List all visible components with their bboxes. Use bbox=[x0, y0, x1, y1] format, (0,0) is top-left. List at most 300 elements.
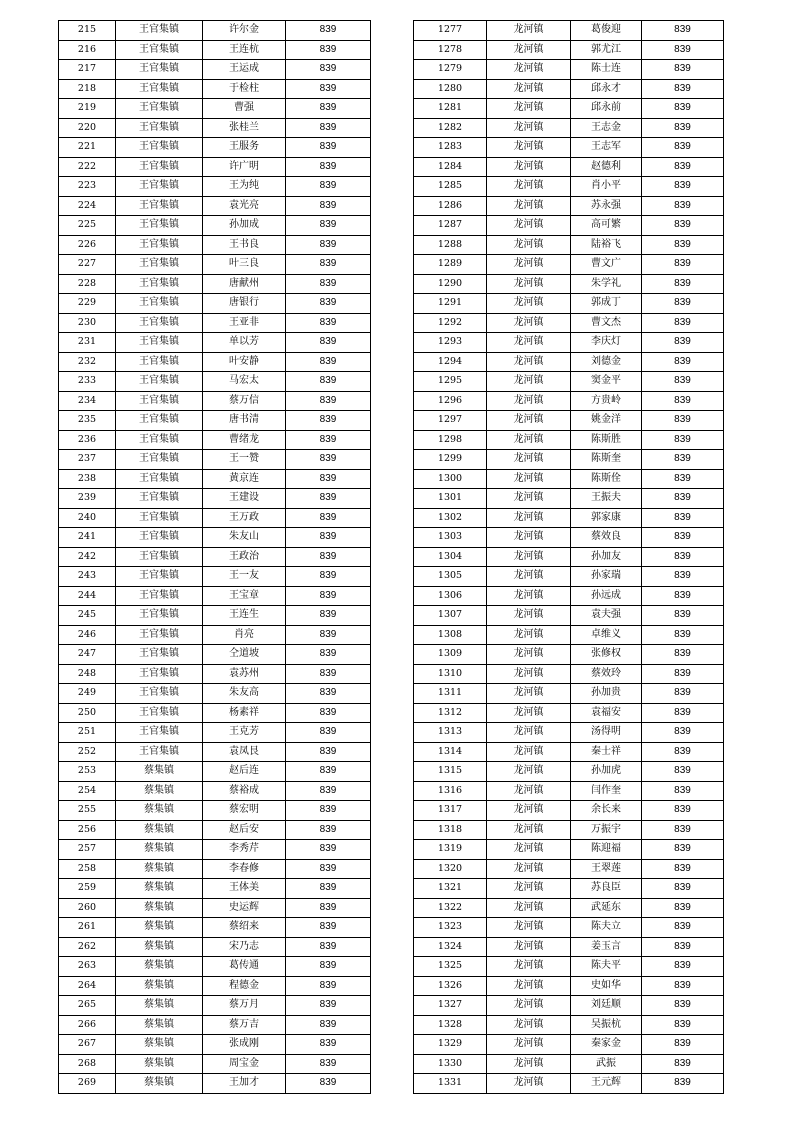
row-number-cell: 1279 bbox=[414, 60, 487, 80]
name-cell: 吴振杭 bbox=[571, 1015, 642, 1035]
table-row bbox=[414, 976, 724, 996]
name-cell: 郭尤江 bbox=[571, 40, 642, 60]
town-cell: 龙河镇 bbox=[487, 625, 571, 645]
amount-cell: 839 bbox=[286, 918, 371, 938]
row-number-cell: 258 bbox=[59, 859, 116, 879]
row-number-cell: 216 bbox=[59, 40, 116, 60]
name-cell: 秦士祥 bbox=[571, 742, 642, 762]
town-cell: 龙河镇 bbox=[487, 957, 571, 977]
amount-cell: 839 bbox=[286, 859, 371, 879]
row-number-cell: 1285 bbox=[414, 177, 487, 197]
amount-cell: 839 bbox=[642, 976, 724, 996]
town-cell: 王官集镇 bbox=[116, 528, 203, 548]
town-cell: 王官集镇 bbox=[116, 645, 203, 665]
town-cell: 王官集镇 bbox=[116, 294, 203, 314]
town-cell: 龙河镇 bbox=[487, 1035, 571, 1055]
amount-cell: 839 bbox=[286, 1074, 371, 1094]
town-cell: 王官集镇 bbox=[116, 99, 203, 119]
table-row bbox=[414, 430, 724, 450]
town-cell: 王官集镇 bbox=[116, 469, 203, 489]
table-row bbox=[59, 1054, 371, 1074]
table-row bbox=[59, 469, 371, 489]
table-row bbox=[59, 372, 371, 392]
row-number-cell: 221 bbox=[59, 138, 116, 158]
name-cell: 宋乃志 bbox=[203, 937, 286, 957]
table-row bbox=[59, 801, 371, 821]
town-cell: 龙河镇 bbox=[487, 684, 571, 704]
table-row bbox=[59, 21, 371, 41]
amount-cell: 839 bbox=[642, 762, 724, 782]
name-cell: 王书良 bbox=[203, 235, 286, 255]
row-number-cell: 1297 bbox=[414, 411, 487, 431]
name-cell: 王宝章 bbox=[203, 586, 286, 606]
town-cell: 王官集镇 bbox=[116, 606, 203, 626]
amount-cell: 839 bbox=[286, 294, 371, 314]
town-cell: 王官集镇 bbox=[116, 489, 203, 509]
town-cell: 龙河镇 bbox=[487, 138, 571, 158]
amount-cell: 839 bbox=[642, 21, 724, 41]
table-row bbox=[59, 60, 371, 80]
town-cell: 龙河镇 bbox=[487, 976, 571, 996]
row-number-cell: 1309 bbox=[414, 645, 487, 665]
table-row bbox=[414, 801, 724, 821]
name-cell: 王志金 bbox=[571, 118, 642, 138]
town-cell: 王官集镇 bbox=[116, 196, 203, 216]
table-row bbox=[414, 372, 724, 392]
name-cell: 汤得明 bbox=[571, 723, 642, 743]
town-cell: 王官集镇 bbox=[116, 586, 203, 606]
row-number-cell: 1283 bbox=[414, 138, 487, 158]
table-row bbox=[59, 664, 371, 684]
row-number-cell: 1300 bbox=[414, 469, 487, 489]
amount-cell: 839 bbox=[286, 352, 371, 372]
row-number-cell: 260 bbox=[59, 898, 116, 918]
table-row bbox=[414, 781, 724, 801]
table-row bbox=[59, 177, 371, 197]
name-cell: 蔡宏明 bbox=[203, 801, 286, 821]
table-row bbox=[59, 859, 371, 879]
town-cell: 龙河镇 bbox=[487, 781, 571, 801]
amount-cell: 839 bbox=[286, 898, 371, 918]
name-cell: 陈夫平 bbox=[571, 957, 642, 977]
amount-cell: 839 bbox=[642, 840, 724, 860]
name-cell: 孙加成 bbox=[203, 216, 286, 236]
amount-cell: 839 bbox=[286, 1015, 371, 1035]
row-number-cell: 1317 bbox=[414, 801, 487, 821]
table-row bbox=[59, 508, 371, 528]
amount-cell: 839 bbox=[642, 547, 724, 567]
table-row bbox=[414, 450, 724, 470]
amount-cell: 839 bbox=[642, 645, 724, 665]
name-cell: 陈迎福 bbox=[571, 840, 642, 860]
table-row bbox=[414, 664, 724, 684]
left-roster-body bbox=[59, 21, 371, 1094]
row-number-cell: 245 bbox=[59, 606, 116, 626]
row-number-cell: 241 bbox=[59, 528, 116, 548]
amount-cell: 839 bbox=[642, 40, 724, 60]
amount-cell: 839 bbox=[642, 586, 724, 606]
amount-cell: 839 bbox=[642, 118, 724, 138]
table-row bbox=[414, 411, 724, 431]
row-number-cell: 218 bbox=[59, 79, 116, 99]
name-cell: 王建设 bbox=[203, 489, 286, 509]
name-cell: 曹文广 bbox=[571, 255, 642, 275]
name-cell: 刘德金 bbox=[571, 352, 642, 372]
table-row bbox=[414, 723, 724, 743]
town-cell: 龙河镇 bbox=[487, 586, 571, 606]
name-cell: 叶安静 bbox=[203, 352, 286, 372]
name-cell: 唐献州 bbox=[203, 274, 286, 294]
town-cell: 龙河镇 bbox=[487, 411, 571, 431]
name-cell: 邱永才 bbox=[571, 79, 642, 99]
row-number-cell: 264 bbox=[59, 976, 116, 996]
amount-cell: 839 bbox=[286, 840, 371, 860]
name-cell: 袁福安 bbox=[571, 703, 642, 723]
town-cell: 龙河镇 bbox=[487, 274, 571, 294]
table-row bbox=[59, 157, 371, 177]
town-cell: 蔡集镇 bbox=[116, 801, 203, 821]
town-cell: 龙河镇 bbox=[487, 118, 571, 138]
row-number-cell: 231 bbox=[59, 333, 116, 353]
amount-cell: 839 bbox=[286, 235, 371, 255]
amount-cell: 839 bbox=[286, 372, 371, 392]
name-cell: 苏良臣 bbox=[571, 879, 642, 899]
name-cell: 武振 bbox=[571, 1054, 642, 1074]
table-row bbox=[59, 1015, 371, 1035]
amount-cell: 839 bbox=[642, 664, 724, 684]
row-number-cell: 1331 bbox=[414, 1074, 487, 1094]
name-cell: 王亚非 bbox=[203, 313, 286, 333]
name-cell: 王志军 bbox=[571, 138, 642, 158]
table-row bbox=[59, 957, 371, 977]
name-cell: 蔡效良 bbox=[571, 528, 642, 548]
town-cell: 龙河镇 bbox=[487, 352, 571, 372]
town-cell: 龙河镇 bbox=[487, 703, 571, 723]
amount-cell: 839 bbox=[286, 723, 371, 743]
town-cell: 龙河镇 bbox=[487, 567, 571, 587]
row-number-cell: 228 bbox=[59, 274, 116, 294]
town-cell: 王官集镇 bbox=[116, 391, 203, 411]
town-cell: 龙河镇 bbox=[487, 21, 571, 41]
name-cell: 于检柱 bbox=[203, 79, 286, 99]
name-cell: 蔡效玲 bbox=[571, 664, 642, 684]
town-cell: 蔡集镇 bbox=[116, 820, 203, 840]
name-cell: 葛俊迎 bbox=[571, 21, 642, 41]
amount-cell: 839 bbox=[642, 781, 724, 801]
row-number-cell: 219 bbox=[59, 99, 116, 119]
amount-cell: 839 bbox=[642, 1054, 724, 1074]
name-cell: 王翠莲 bbox=[571, 859, 642, 879]
row-number-cell: 1314 bbox=[414, 742, 487, 762]
row-number-cell: 263 bbox=[59, 957, 116, 977]
amount-cell: 839 bbox=[286, 703, 371, 723]
town-cell: 蔡集镇 bbox=[116, 781, 203, 801]
name-cell: 唐银行 bbox=[203, 294, 286, 314]
town-cell: 龙河镇 bbox=[487, 313, 571, 333]
row-number-cell: 251 bbox=[59, 723, 116, 743]
name-cell: 曹绪龙 bbox=[203, 430, 286, 450]
table-row bbox=[414, 1074, 724, 1094]
town-cell: 龙河镇 bbox=[487, 469, 571, 489]
amount-cell: 839 bbox=[642, 411, 724, 431]
table-row bbox=[59, 703, 371, 723]
row-number-cell: 225 bbox=[59, 216, 116, 236]
town-cell: 王官集镇 bbox=[116, 352, 203, 372]
town-cell: 王官集镇 bbox=[116, 157, 203, 177]
town-cell: 王官集镇 bbox=[116, 664, 203, 684]
town-cell: 龙河镇 bbox=[487, 157, 571, 177]
amount-cell: 839 bbox=[286, 430, 371, 450]
row-number-cell: 254 bbox=[59, 781, 116, 801]
row-number-cell: 1280 bbox=[414, 79, 487, 99]
row-number-cell: 1288 bbox=[414, 235, 487, 255]
town-cell: 王官集镇 bbox=[116, 40, 203, 60]
amount-cell: 839 bbox=[642, 1015, 724, 1035]
left-roster-table bbox=[58, 20, 371, 1094]
amount-cell: 839 bbox=[642, 138, 724, 158]
town-cell: 龙河镇 bbox=[487, 99, 571, 119]
town-cell: 龙河镇 bbox=[487, 391, 571, 411]
amount-cell: 839 bbox=[286, 820, 371, 840]
amount-cell: 839 bbox=[286, 177, 371, 197]
name-cell: 袁凤艮 bbox=[203, 742, 286, 762]
table-row bbox=[414, 138, 724, 158]
row-number-cell: 255 bbox=[59, 801, 116, 821]
name-cell: 蔡万月 bbox=[203, 996, 286, 1016]
amount-cell: 839 bbox=[286, 313, 371, 333]
amount-cell: 839 bbox=[286, 274, 371, 294]
table-row bbox=[414, 294, 724, 314]
amount-cell: 839 bbox=[642, 567, 724, 587]
name-cell: 张修权 bbox=[571, 645, 642, 665]
amount-cell: 839 bbox=[286, 528, 371, 548]
table-row bbox=[414, 352, 724, 372]
table-row bbox=[414, 196, 724, 216]
amount-cell: 839 bbox=[642, 216, 724, 236]
amount-cell: 839 bbox=[642, 606, 724, 626]
amount-cell: 839 bbox=[642, 918, 724, 938]
row-number-cell: 1289 bbox=[414, 255, 487, 275]
amount-cell: 839 bbox=[642, 372, 724, 392]
name-cell: 曹文杰 bbox=[571, 313, 642, 333]
row-number-cell: 1295 bbox=[414, 372, 487, 392]
amount-cell: 839 bbox=[642, 996, 724, 1016]
table-row bbox=[59, 781, 371, 801]
table-row bbox=[59, 235, 371, 255]
table-row bbox=[59, 996, 371, 1016]
name-cell: 王一赞 bbox=[203, 450, 286, 470]
row-number-cell: 269 bbox=[59, 1074, 116, 1094]
town-cell: 王官集镇 bbox=[116, 625, 203, 645]
name-cell: 余长来 bbox=[571, 801, 642, 821]
amount-cell: 839 bbox=[286, 469, 371, 489]
table-row bbox=[59, 294, 371, 314]
town-cell: 王官集镇 bbox=[116, 60, 203, 80]
row-number-cell: 1327 bbox=[414, 996, 487, 1016]
name-cell: 蔡万吉 bbox=[203, 1015, 286, 1035]
table-row bbox=[414, 469, 724, 489]
name-cell: 武延东 bbox=[571, 898, 642, 918]
row-number-cell: 262 bbox=[59, 937, 116, 957]
table-row bbox=[414, 1035, 724, 1055]
amount-cell: 839 bbox=[286, 216, 371, 236]
row-number-cell: 247 bbox=[59, 645, 116, 665]
town-cell: 龙河镇 bbox=[487, 879, 571, 899]
table-row bbox=[59, 450, 371, 470]
town-cell: 王官集镇 bbox=[116, 177, 203, 197]
amount-cell: 839 bbox=[286, 976, 371, 996]
amount-cell: 839 bbox=[286, 21, 371, 41]
name-cell: 袁苏州 bbox=[203, 664, 286, 684]
amount-cell: 839 bbox=[642, 937, 724, 957]
name-cell: 王万政 bbox=[203, 508, 286, 528]
town-cell: 龙河镇 bbox=[487, 820, 571, 840]
town-cell: 王官集镇 bbox=[116, 547, 203, 567]
town-cell: 蔡集镇 bbox=[116, 996, 203, 1016]
row-number-cell: 1320 bbox=[414, 859, 487, 879]
name-cell: 许广明 bbox=[203, 157, 286, 177]
town-cell: 龙河镇 bbox=[487, 294, 571, 314]
amount-cell: 839 bbox=[286, 684, 371, 704]
amount-cell: 839 bbox=[642, 1074, 724, 1094]
town-cell: 龙河镇 bbox=[487, 1015, 571, 1035]
amount-cell: 839 bbox=[286, 411, 371, 431]
row-number-cell: 217 bbox=[59, 60, 116, 80]
table-row bbox=[414, 177, 724, 197]
row-number-cell: 1310 bbox=[414, 664, 487, 684]
row-number-cell: 243 bbox=[59, 567, 116, 587]
name-cell: 郭家康 bbox=[571, 508, 642, 528]
name-cell: 方贵岭 bbox=[571, 391, 642, 411]
name-cell: 杨素祥 bbox=[203, 703, 286, 723]
town-cell: 蔡集镇 bbox=[116, 918, 203, 938]
name-cell: 唐书清 bbox=[203, 411, 286, 431]
table-row bbox=[414, 567, 724, 587]
table-row bbox=[59, 99, 371, 119]
name-cell: 袁光亮 bbox=[203, 196, 286, 216]
amount-cell: 839 bbox=[286, 664, 371, 684]
table-row bbox=[59, 918, 371, 938]
table-row bbox=[414, 235, 724, 255]
table-row bbox=[414, 996, 724, 1016]
table-row bbox=[414, 762, 724, 782]
town-cell: 龙河镇 bbox=[487, 645, 571, 665]
row-number-cell: 249 bbox=[59, 684, 116, 704]
table-row bbox=[414, 879, 724, 899]
town-cell: 龙河镇 bbox=[487, 489, 571, 509]
table-row bbox=[59, 723, 371, 743]
amount-cell: 839 bbox=[642, 60, 724, 80]
town-cell: 王官集镇 bbox=[116, 430, 203, 450]
town-cell: 龙河镇 bbox=[487, 606, 571, 626]
town-cell: 蔡集镇 bbox=[116, 1035, 203, 1055]
name-cell: 王连生 bbox=[203, 606, 286, 626]
row-number-cell: 1311 bbox=[414, 684, 487, 704]
name-cell: 曹强 bbox=[203, 99, 286, 119]
name-cell: 窦金平 bbox=[571, 372, 642, 392]
town-cell: 王官集镇 bbox=[116, 333, 203, 353]
amount-cell: 839 bbox=[642, 1035, 724, 1055]
row-number-cell: 1294 bbox=[414, 352, 487, 372]
table-row bbox=[59, 138, 371, 158]
table-row bbox=[414, 118, 724, 138]
row-number-cell: 1290 bbox=[414, 274, 487, 294]
name-cell: 葛传通 bbox=[203, 957, 286, 977]
town-cell: 王官集镇 bbox=[116, 21, 203, 41]
row-number-cell: 1312 bbox=[414, 703, 487, 723]
right-roster-body bbox=[414, 21, 724, 1094]
row-number-cell: 1282 bbox=[414, 118, 487, 138]
row-number-cell: 261 bbox=[59, 918, 116, 938]
row-number-cell: 1304 bbox=[414, 547, 487, 567]
table-row bbox=[414, 255, 724, 275]
table-row bbox=[414, 625, 724, 645]
amount-cell: 839 bbox=[286, 60, 371, 80]
row-number-cell: 250 bbox=[59, 703, 116, 723]
amount-cell: 839 bbox=[286, 508, 371, 528]
amount-cell: 839 bbox=[642, 294, 724, 314]
amount-cell: 839 bbox=[642, 625, 724, 645]
name-cell: 马宏太 bbox=[203, 372, 286, 392]
table-row bbox=[59, 567, 371, 587]
row-number-cell: 1302 bbox=[414, 508, 487, 528]
town-cell: 蔡集镇 bbox=[116, 879, 203, 899]
amount-cell: 839 bbox=[642, 801, 724, 821]
row-number-cell: 215 bbox=[59, 21, 116, 41]
row-number-cell: 1291 bbox=[414, 294, 487, 314]
amount-cell: 839 bbox=[286, 957, 371, 977]
table-row bbox=[414, 79, 724, 99]
town-cell: 龙河镇 bbox=[487, 40, 571, 60]
name-cell: 姜玉言 bbox=[571, 937, 642, 957]
table-row bbox=[414, 1054, 724, 1074]
table-row bbox=[59, 411, 371, 431]
row-number-cell: 1328 bbox=[414, 1015, 487, 1035]
amount-cell: 839 bbox=[642, 177, 724, 197]
amount-cell: 839 bbox=[286, 391, 371, 411]
row-number-cell: 1292 bbox=[414, 313, 487, 333]
amount-cell: 839 bbox=[642, 352, 724, 372]
name-cell: 史如华 bbox=[571, 976, 642, 996]
name-cell: 孙家瑞 bbox=[571, 567, 642, 587]
amount-cell: 839 bbox=[286, 138, 371, 158]
town-cell: 蔡集镇 bbox=[116, 1015, 203, 1035]
table-row bbox=[59, 840, 371, 860]
row-number-cell: 252 bbox=[59, 742, 116, 762]
row-number-cell: 237 bbox=[59, 450, 116, 470]
amount-cell: 839 bbox=[286, 1054, 371, 1074]
table-row bbox=[414, 99, 724, 119]
table-row bbox=[59, 118, 371, 138]
table-row bbox=[414, 333, 724, 353]
row-number-cell: 1329 bbox=[414, 1035, 487, 1055]
row-number-cell: 1316 bbox=[414, 781, 487, 801]
name-cell: 秦家金 bbox=[571, 1035, 642, 1055]
amount-cell: 839 bbox=[286, 879, 371, 899]
table-row bbox=[59, 976, 371, 996]
table-row bbox=[414, 820, 724, 840]
name-cell: 王服务 bbox=[203, 138, 286, 158]
town-cell: 王官集镇 bbox=[116, 138, 203, 158]
town-cell: 蔡集镇 bbox=[116, 937, 203, 957]
town-cell: 王官集镇 bbox=[116, 508, 203, 528]
name-cell: 李庆灯 bbox=[571, 333, 642, 353]
row-number-cell: 1284 bbox=[414, 157, 487, 177]
amount-cell: 839 bbox=[286, 762, 371, 782]
amount-cell: 839 bbox=[642, 255, 724, 275]
amount-cell: 839 bbox=[642, 450, 724, 470]
name-cell: 朱友山 bbox=[203, 528, 286, 548]
